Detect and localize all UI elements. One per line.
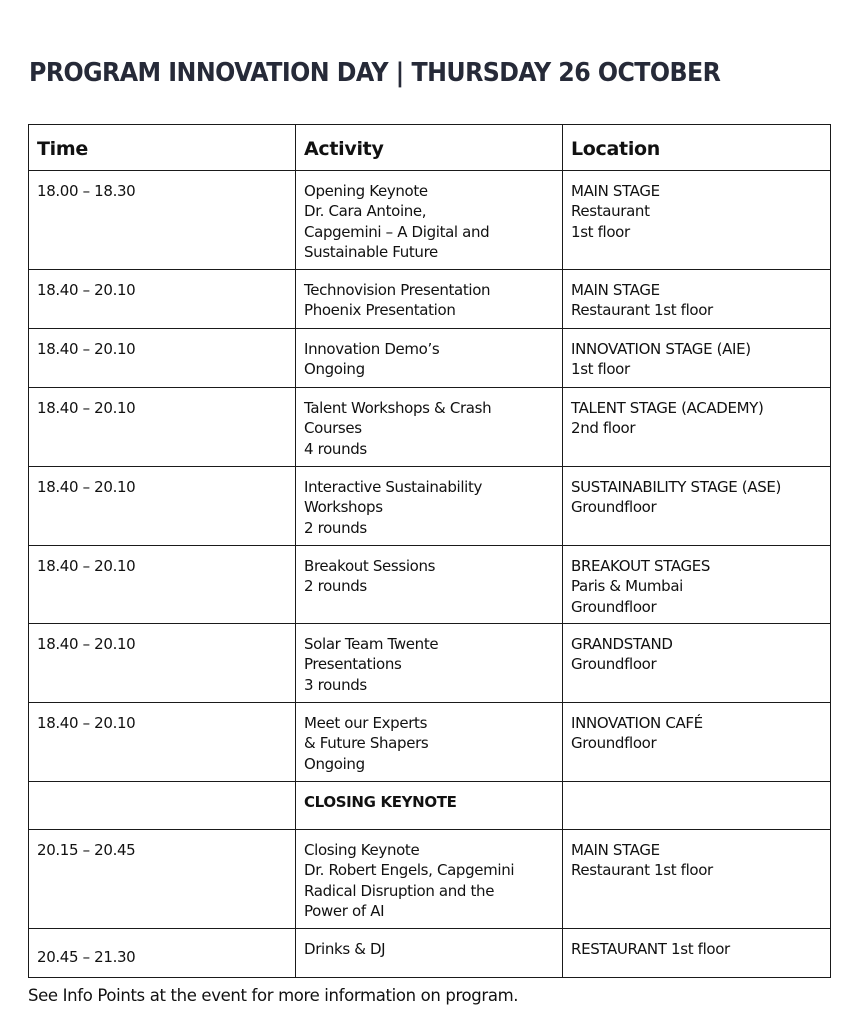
- activity-line: Workshops: [304, 498, 383, 517]
- activity-line: Interactive Sustainability: [304, 478, 483, 496]
- time-cell: 18.00 – 18.30: [29, 171, 296, 270]
- table-row: [29, 388, 831, 467]
- activity-line: Innovation Demo’s: [304, 340, 440, 358]
- location-line: Paris & Mumbai: [571, 577, 683, 596]
- program-table: [28, 124, 831, 978]
- table-header-row: [29, 125, 831, 171]
- location-line: 2nd floor: [571, 419, 636, 438]
- footnote: See Info Points at the event for more information on program.: [28, 986, 519, 1005]
- location-line: Groundfloor: [571, 597, 657, 616]
- location-line: MAIN STAGE: [571, 182, 660, 200]
- activity-line: Talent Workshops & Crash: [304, 399, 492, 417]
- activity-line: Breakout Sessions: [304, 557, 436, 575]
- location-line: INNOVATION STAGE (AIE): [571, 340, 751, 358]
- time-cell: 20.45 – 21.30: [29, 929, 296, 978]
- activity-line: Ongoing: [304, 754, 365, 773]
- table-row: [29, 467, 831, 546]
- activity-line: Capgemini – A Digital and: [304, 222, 490, 241]
- page-title: PROGRAM INNOVATION DAY | THURSDAY 26 OCTOBER: [29, 58, 721, 88]
- activity-line: Solar Team Twente: [304, 635, 439, 653]
- activity-cell: [296, 329, 563, 388]
- activity-cell: [296, 703, 563, 782]
- table-row: [29, 171, 831, 270]
- activity-line: 2 rounds: [304, 518, 367, 537]
- location-line: MAIN STAGE: [571, 281, 660, 299]
- location-line: Restaurant 1st floor: [571, 861, 713, 880]
- location-cell: [563, 703, 831, 782]
- activity-line: Meet our Experts: [304, 714, 428, 732]
- location-line: MAIN STAGE: [571, 841, 660, 859]
- section-header-row: [29, 782, 831, 830]
- location-cell: [563, 546, 831, 624]
- time-cell: 18.40 – 20.10: [29, 329, 296, 388]
- location-cell: [563, 929, 831, 978]
- activity-line: Dr. Cara Antoine,: [304, 202, 427, 221]
- activity-line: & Future Shapers: [304, 734, 429, 753]
- activity-line: Ongoing: [304, 360, 365, 379]
- activity-cell: [296, 624, 563, 703]
- activity-cell: [296, 171, 563, 270]
- location-line: TALENT STAGE (ACADEMY): [571, 399, 764, 417]
- activity-line: 4 rounds: [304, 439, 367, 458]
- time-cell: 18.40 – 20.10: [29, 546, 296, 624]
- location-line: 1st floor: [571, 360, 630, 379]
- activity-cell: [296, 467, 563, 546]
- table-body: [29, 171, 831, 978]
- location-cell: [563, 830, 831, 929]
- column-header-activity: Activity: [296, 125, 563, 171]
- activity-cell: [296, 388, 563, 467]
- location-line: BREAKOUT STAGES: [571, 557, 711, 575]
- table-row: [29, 703, 831, 782]
- location-line: Groundfloor: [571, 655, 657, 674]
- activity-line: Radical Disruption and the: [304, 881, 495, 900]
- activity-line: 3 rounds: [304, 675, 367, 694]
- time-cell: 18.40 – 20.10: [29, 270, 296, 329]
- column-header-location: Location: [563, 125, 831, 171]
- location-cell: [563, 467, 831, 546]
- time-cell: 18.40 – 20.10: [29, 624, 296, 703]
- location-line: RESTAURANT 1st floor: [571, 940, 730, 958]
- location-cell: [563, 171, 831, 270]
- activity-line: Dr. Robert Engels, Capgemini: [304, 861, 515, 880]
- activity-line: Presentations: [304, 655, 402, 674]
- activity-line: Phoenix Presentation: [304, 301, 456, 320]
- activity-cell: [296, 270, 563, 329]
- location-line: SUSTAINABILITY STAGE (ASE): [571, 478, 782, 496]
- activity-line: Opening Keynote: [304, 182, 428, 200]
- time-cell: [29, 782, 296, 830]
- location-line: Restaurant: [571, 202, 650, 221]
- activity-line: Power of AI: [304, 901, 385, 920]
- location-cell: [563, 624, 831, 703]
- activity-line: Technovision Presentation: [304, 281, 491, 299]
- time-cell: 18.40 – 20.10: [29, 388, 296, 467]
- time-cell: 20.15 – 20.45: [29, 830, 296, 929]
- activity-line: Sustainable Future: [304, 242, 438, 261]
- table-row: [29, 929, 831, 978]
- activity-cell: [296, 546, 563, 624]
- activity-cell: [296, 830, 563, 929]
- activity-cell: [296, 782, 563, 830]
- time-cell: 18.40 – 20.10: [29, 467, 296, 546]
- time-cell: 18.40 – 20.10: [29, 703, 296, 782]
- location-line: Groundfloor: [571, 734, 657, 753]
- activity-line: 2 rounds: [304, 577, 367, 596]
- activity-line: Courses: [304, 419, 362, 438]
- location-line: Restaurant 1st floor: [571, 301, 713, 320]
- location-line: 1st floor: [571, 222, 630, 241]
- activity-line: CLOSING KEYNOTE: [304, 793, 457, 811]
- table-row: [29, 624, 831, 703]
- location-line: Groundfloor: [571, 498, 657, 517]
- table-row: [29, 546, 831, 624]
- location-cell: [563, 329, 831, 388]
- column-header-time: Time: [29, 125, 296, 171]
- location-cell: [563, 782, 831, 830]
- location-cell: [563, 388, 831, 467]
- table-row: [29, 270, 831, 329]
- table-row: [29, 830, 831, 929]
- location-line: GRANDSTAND: [571, 635, 673, 653]
- table-row: [29, 329, 831, 388]
- location-line: INNOVATION CAFÉ: [571, 714, 703, 732]
- activity-line: Drinks & DJ: [304, 940, 386, 958]
- activity-cell: [296, 929, 563, 978]
- location-cell: [563, 270, 831, 329]
- activity-line: Closing Keynote: [304, 841, 420, 859]
